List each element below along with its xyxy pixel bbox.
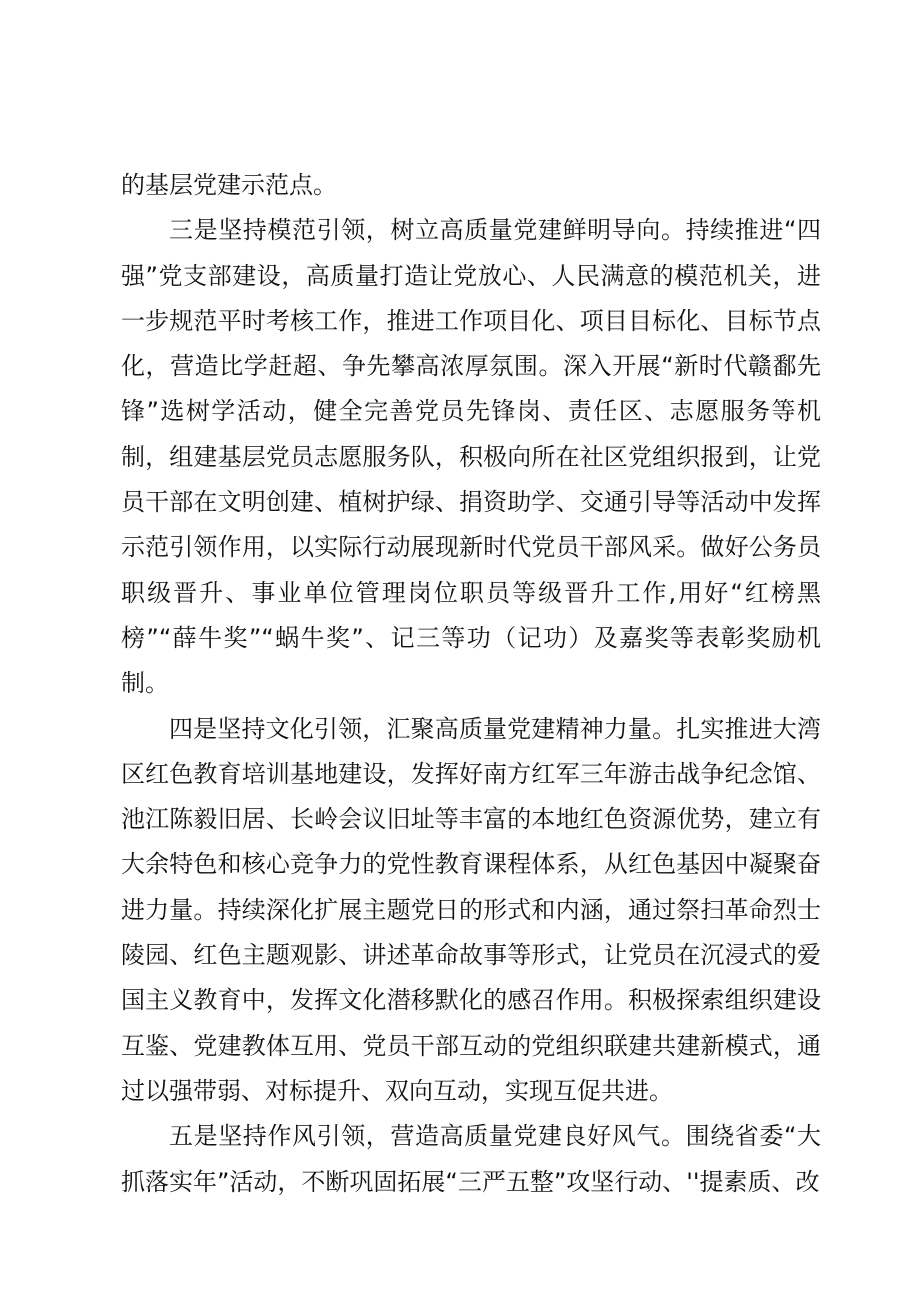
paragraph-4: 五是坚持作风引领，营造高质量党建良好风气。围绕省委“大抓落实年”活动，不断巩固拓展“三严五整”攻坚行动、''提素质、改 (121, 1122, 821, 1196)
paragraph-3: 四是坚持文化引领，汇聚高质量党建精神力量。扎实推进大湾区红色教育培训基地建设，发挥好南方红军三年游击战争纪念馆、池江陈毅旧居、长岭会议旧址等丰富的本地红色资源优势，建立有大余特色和核心竞争力的党性教育课程体系，从红色基因中凝聚奋进力量。持续深化扩展主题党日的形式和内涵，通过祭扫革命烈士陵园、红色主题观影、讲述革命故事等形式，让党员在沉浸式的爱国主义教育中，发挥文化潜移默化的感召作用。积极探索组织建设互鉴、党建教体互用、党员干部互动的党组织联建共建新模式，通过以强带弱、对标提升、双向互动，实现互促共进。 (121, 714, 821, 1105)
paragraph-1: 的基层党建示范点。 (121, 171, 337, 199)
paragraph-2: 三是坚持模范引领，树立高质量党建鲜明导向。持续推进“四强”党支部建设，高质量打造让党放心、人民满意的模范机关，进一步规范平时考核工作，推进工作项目化、项目目标化、目标节点化，营造比学赶超、争先攀高浓厚氛围。深入开展“新时代赣鄱先锋”选树学活动，健全完善党员先锋岗、责任区、志愿服务等机制，组建基层党员志愿服务队，积极向所在社区党组织报到，让党员干部在文明创建、植树护绿、捐资助学、交通引导等活动中发挥示范引领作用，以实际行动展现新时代党员干部风采。做好公务员职级晋升、事业单位管理岗位职员等级晋升工作,用好“红榜黑榜”“薛牛奖”“蜗牛奖”、记三等功（记功）及嘉奖等表彰奖励机制。 (121, 216, 821, 698)
document-body (121, 163, 821, 1205)
